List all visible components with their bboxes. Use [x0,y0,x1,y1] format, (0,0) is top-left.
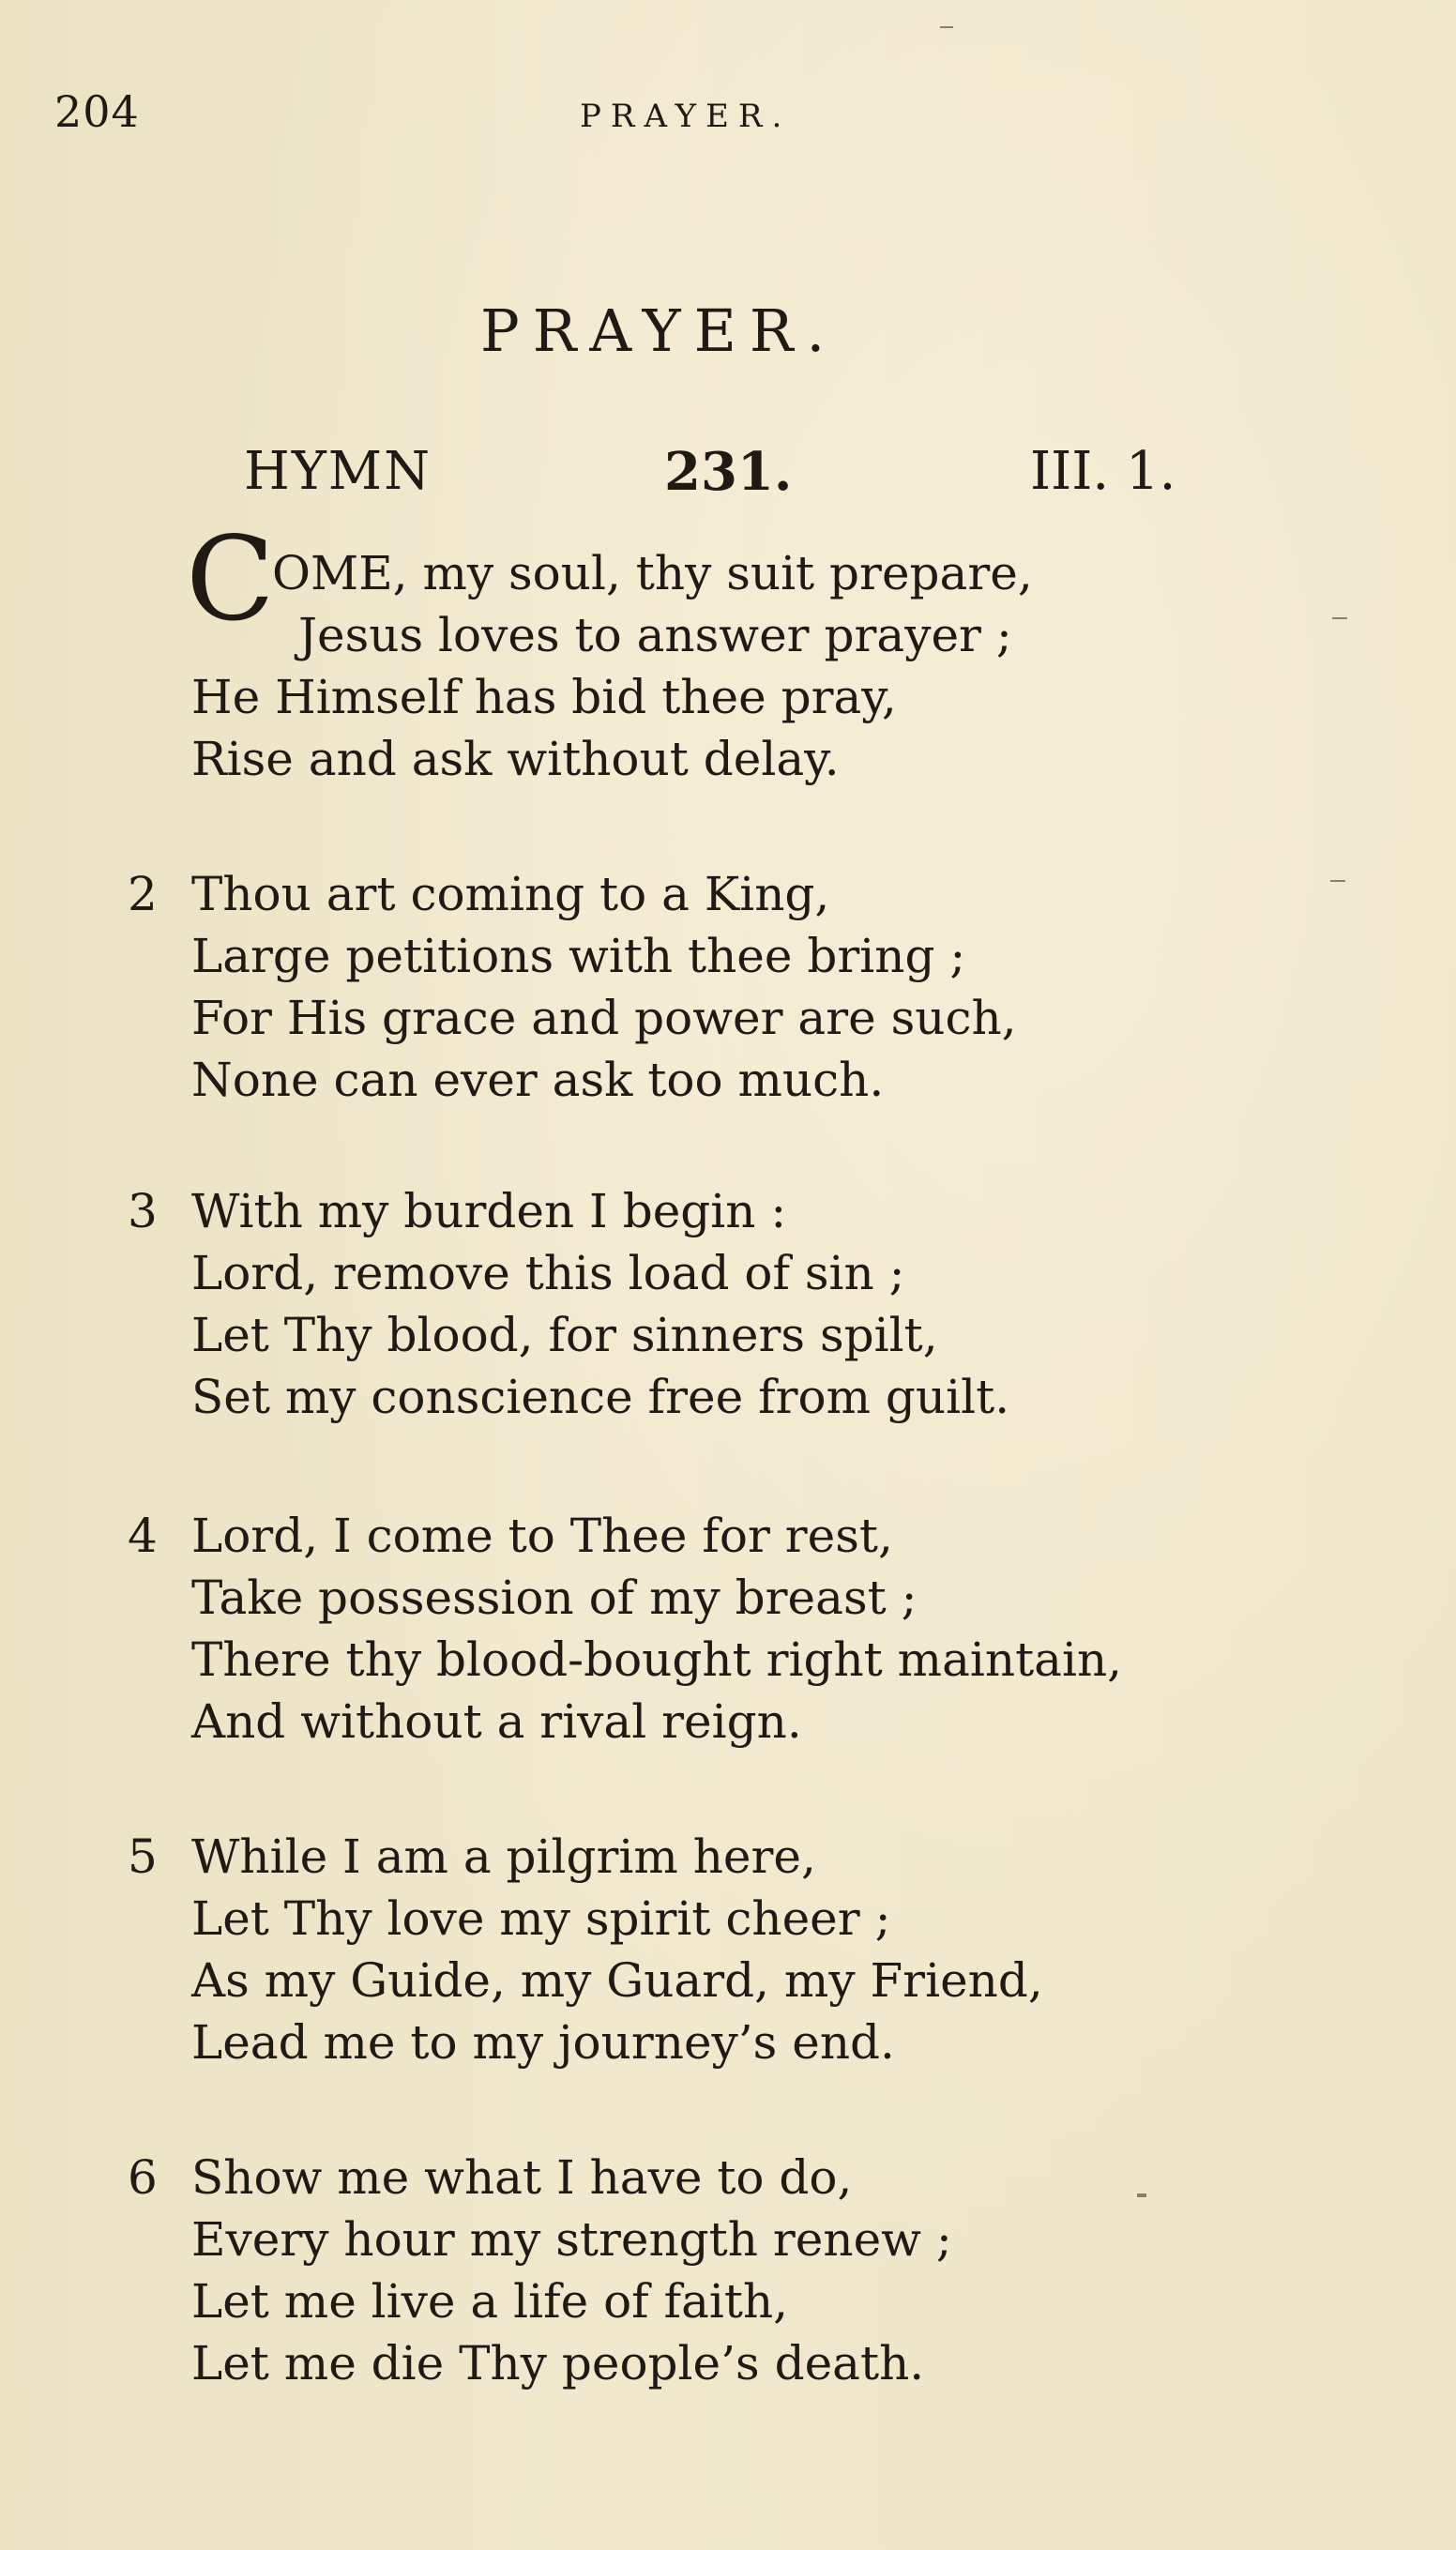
verse-line: Thou art coming to a King, [191,867,830,921]
verse-line: For His grace and power are such, [191,991,1017,1045]
verse-line: Set my conscience free from guilt. [191,1370,1010,1424]
verse-number: 6 [128,2150,158,2205]
verse-line: There thy blood-bought right maintain, [191,1632,1123,1687]
scan-speck [940,26,953,28]
verse-line: Let Thy love my spirit cheer ; [191,1891,891,1946]
verse-line: And without a rival reign. [191,1694,802,1749]
scan-speck [1137,2193,1146,2197]
verse-line: Take possession of my breast ; [191,1571,918,1625]
verse-number: 5 [128,1829,158,1884]
hymn-number: 231. [664,441,793,503]
verse-line: None can ever ask too much. [191,1053,885,1107]
scan-speck [1332,617,1347,619]
verse-line: Let Thy blood, for sinners spilt, [191,1308,938,1362]
verse-line: As my Guide, my Guard, my Friend, [191,1953,1043,2008]
section-title: PRAYER. [480,296,839,365]
drop-cap: C [186,512,275,647]
verse-line: While I am a pilgrim here, [191,1829,816,1884]
verse-line: Rise and ask without delay. [191,732,840,786]
verse-line: Every hour my strength renew ; [191,2212,952,2267]
page-number: 204 [54,86,140,137]
verse-line: OME, my soul, thy suit prepare, [272,546,1033,600]
verse-line: He Himself has bid thee pray, [191,670,897,724]
verse-line: Let me die Thy people’s death. [191,2336,925,2391]
hymn-label: HYMN [244,441,432,502]
verse-line: Jesus loves to answer prayer ; [298,608,1012,662]
verse-line: Let me live a life of faith, [191,2274,789,2329]
verse-line: Lord, I come to Thee for rest, [191,1509,893,1563]
verse-number: 4 [128,1509,158,1563]
running-head: PRAYER. [580,98,792,135]
hymn-meter: III. 1. [1030,441,1176,502]
verse-number: 3 [128,1184,158,1238]
verse-line: Lord, remove this load of sin ; [191,1246,905,1300]
verse-line: Large petitions with thee bring ; [191,929,966,983]
scan-speck [1330,880,1345,882]
verse-line: With my burden I begin : [191,1184,787,1238]
verse-line: Show me what I have to do, [191,2150,853,2205]
verse-line: Lead me to my journey’s end. [191,2015,895,2070]
verse-number: 2 [128,867,158,921]
